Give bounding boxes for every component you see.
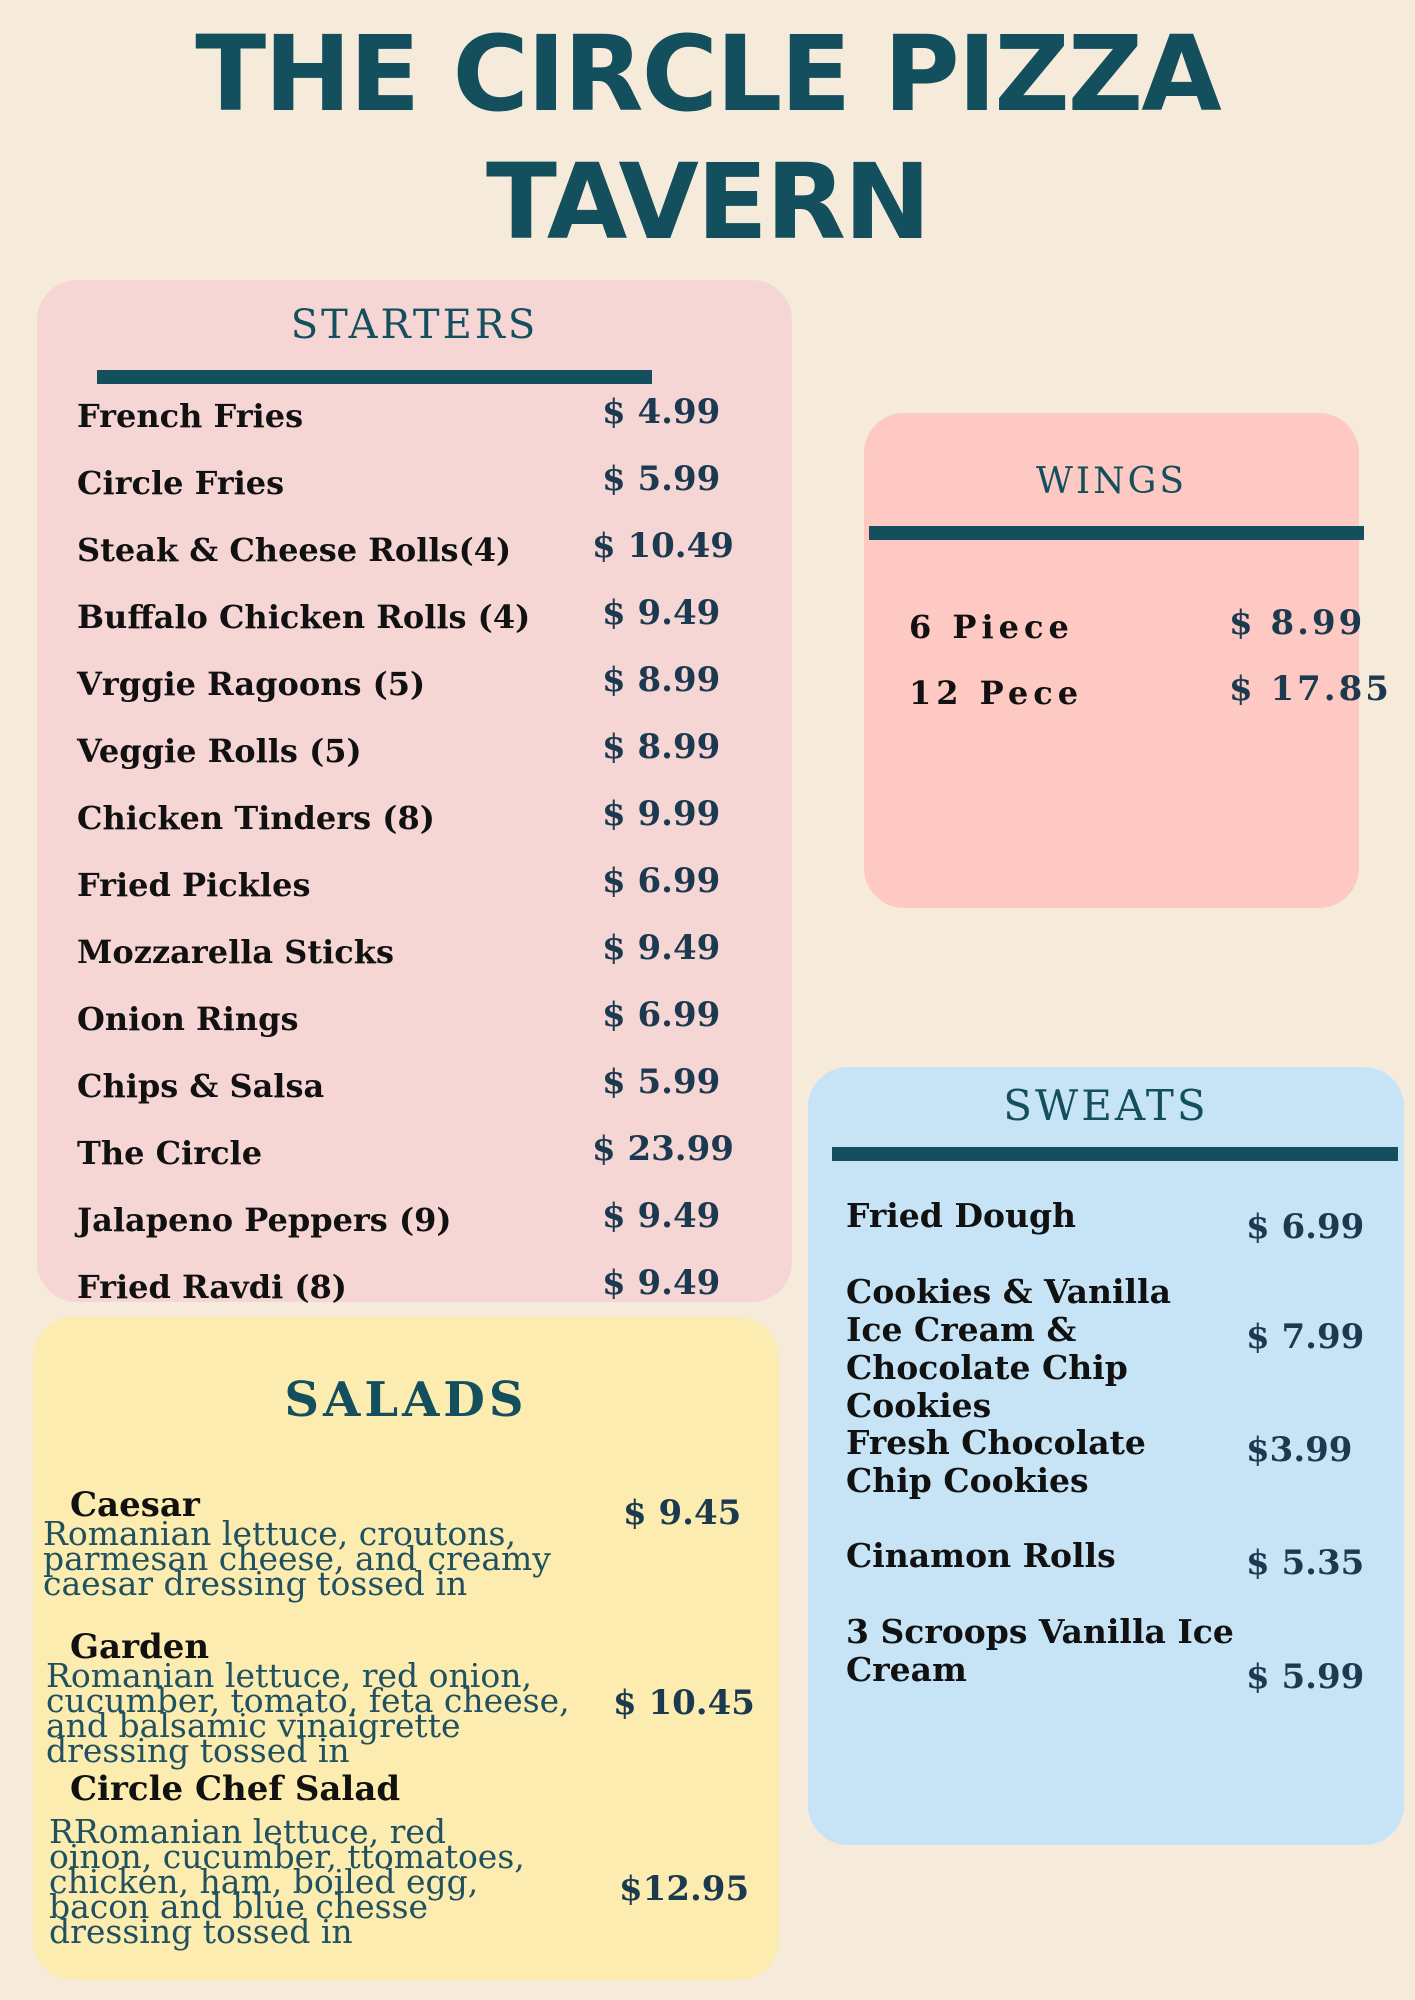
menu-item bbox=[846, 1272, 1386, 1425]
salad-description: Romanian lettuce, red onion, cucumber, tomato, feta cheese, and balsamic vinaigrette dressing tossed in bbox=[46, 1656, 570, 1770]
menu-item bbox=[77, 1129, 777, 1179]
menu-item bbox=[909, 603, 1366, 653]
item-name: Jalapeno Peppers (9) bbox=[77, 1201, 452, 1239]
menu-item bbox=[77, 727, 777, 777]
salad-name: Caesar bbox=[70, 1485, 200, 1525]
item-name: 3 Scroops Vanilla Ice Cream bbox=[846, 1612, 1234, 1689]
starters-panel bbox=[37, 280, 792, 1306]
item-price: $ 10.49 bbox=[592, 526, 734, 566]
title-line-1: THE CIRCLE PIZZA bbox=[195, 13, 1220, 135]
menu-item bbox=[909, 669, 1392, 719]
item-price: $ 6.99 bbox=[1246, 1207, 1365, 1247]
item-name: Cookies & Vanilla Ice Cream & Chocolate Chip Cookies bbox=[846, 1272, 1171, 1425]
item-price: $ 9.49 bbox=[602, 1196, 721, 1236]
menu-item bbox=[77, 660, 777, 710]
item-name: French Fries bbox=[77, 397, 304, 435]
starters-divider bbox=[97, 370, 652, 384]
title-line-2: TAVERN bbox=[486, 141, 929, 263]
item-name: Chicken Tinders (8) bbox=[77, 799, 435, 837]
menu-item bbox=[846, 1612, 1386, 1697]
item-price: $ 9.49 bbox=[602, 928, 721, 968]
item-price: $ 9.99 bbox=[602, 794, 721, 834]
item-name: Steak & Cheese Rolls(4) bbox=[77, 531, 512, 569]
salad-price: $12.95 bbox=[619, 1869, 750, 1909]
salad-price: $ 9.45 bbox=[623, 1493, 742, 1533]
menu-item bbox=[77, 392, 777, 442]
menu-item bbox=[77, 593, 777, 643]
starters-heading: STARTERS bbox=[290, 302, 539, 348]
item-price: $ 9.49 bbox=[602, 593, 721, 633]
wings-heading: WINGS bbox=[1035, 461, 1188, 502]
item-price: $ 17.85 bbox=[1229, 669, 1392, 709]
menu-item bbox=[846, 1197, 1386, 1247]
item-price: $ 5.99 bbox=[1246, 1657, 1365, 1697]
item-name: 6 Piece bbox=[909, 608, 1074, 646]
wings-divider bbox=[869, 526, 1364, 540]
menu-item bbox=[846, 1423, 1386, 1500]
item-price: $3.99 bbox=[1246, 1430, 1353, 1470]
item-name: Fried Ravdi (8) bbox=[77, 1268, 347, 1306]
salad-description: Romanian lettuce, croutons, parmesan cheese, and creamy caesar dressing tossed in bbox=[43, 1514, 551, 1603]
salad-name: Circle Chef Salad bbox=[70, 1769, 401, 1809]
item-price: $ 5.99 bbox=[602, 459, 721, 499]
wings-panel bbox=[864, 413, 1392, 908]
salad-name: Garden bbox=[70, 1627, 210, 1667]
item-name: 12 Pece bbox=[909, 674, 1084, 712]
menu-item bbox=[77, 1062, 777, 1112]
item-name: Onion Rings bbox=[77, 1000, 299, 1038]
menu-item bbox=[77, 1263, 777, 1313]
item-name: Fresh Chocolate Chip Cookies bbox=[846, 1423, 1146, 1500]
menu-item bbox=[77, 1196, 777, 1246]
salads-heading: SALADS bbox=[284, 1372, 528, 1428]
sweets-panel bbox=[808, 1067, 1404, 1845]
item-price: $ 7.99 bbox=[1246, 1317, 1365, 1357]
sweets-heading: SWEATS bbox=[1003, 1081, 1209, 1130]
sweets-divider bbox=[832, 1147, 1398, 1161]
menu-item bbox=[77, 794, 777, 844]
item-price: $ 5.35 bbox=[1246, 1543, 1365, 1583]
item-price: $ 8.99 bbox=[1229, 603, 1366, 643]
item-name: Veggie Rolls (5) bbox=[77, 732, 362, 770]
item-price: $ 8.99 bbox=[602, 660, 721, 700]
item-price: $ 9.49 bbox=[602, 1263, 721, 1303]
item-price: $ 6.99 bbox=[602, 861, 721, 901]
restaurant-title bbox=[0, 10, 1415, 266]
menu-item bbox=[846, 1537, 1386, 1587]
item-name: Buffalo Chicken Rolls (4) bbox=[77, 598, 531, 636]
salad-description: RRomanian lettuce, red oinon, cucumber, ttomatoes, chicken, ham, boiled egg, bacon and blue chesse dressing tossed in bbox=[49, 1812, 525, 1951]
item-name: Fried Dough bbox=[846, 1196, 1077, 1235]
menu-item bbox=[77, 928, 777, 978]
item-name: Fried Pickles bbox=[77, 866, 311, 904]
item-name: The Circle bbox=[77, 1134, 263, 1172]
item-name: Circle Fries bbox=[77, 464, 285, 502]
item-price: $ 4.99 bbox=[602, 392, 721, 432]
item-name: Cinamon Rolls bbox=[846, 1536, 1116, 1575]
salads-panel bbox=[33, 1317, 779, 1980]
salad-price: $ 10.45 bbox=[613, 1683, 755, 1723]
item-price: $ 6.99 bbox=[602, 995, 721, 1035]
menu-item bbox=[77, 459, 777, 509]
item-name: Mozzarella Sticks bbox=[77, 933, 394, 971]
item-price: $ 23.99 bbox=[592, 1129, 734, 1169]
menu-item bbox=[77, 526, 777, 576]
menu-item bbox=[77, 995, 777, 1045]
item-name: Chips & Salsa bbox=[77, 1067, 325, 1105]
item-price: $ 5.99 bbox=[602, 1062, 721, 1102]
item-name: Vrggie Ragoons (5) bbox=[77, 665, 426, 703]
item-price: $ 8.99 bbox=[602, 727, 721, 767]
menu-item bbox=[77, 861, 777, 911]
